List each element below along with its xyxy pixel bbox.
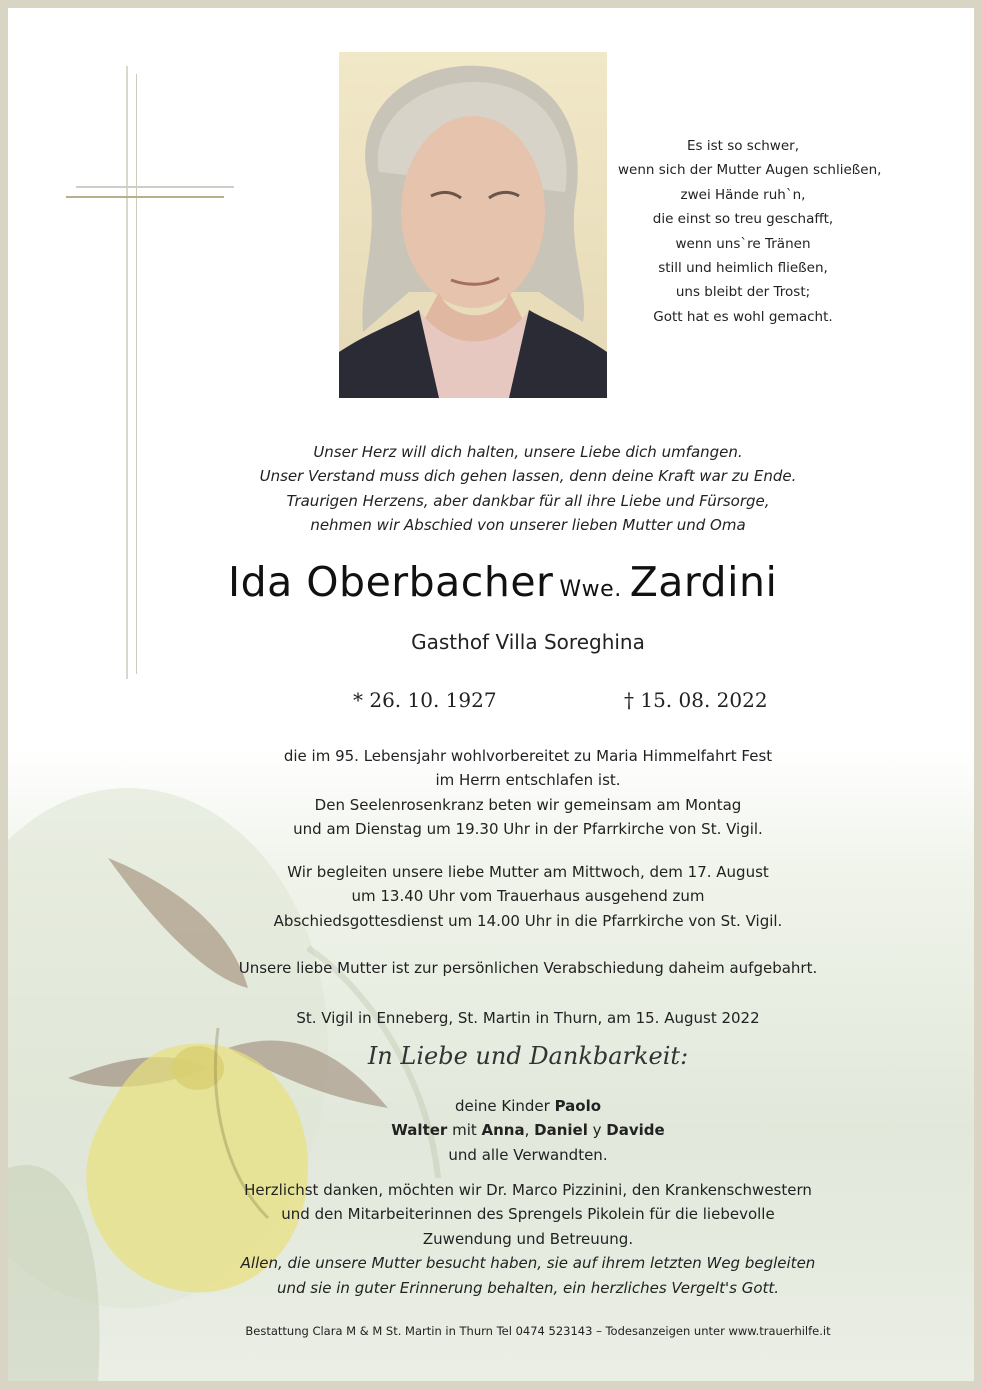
intro-text <box>228 440 828 538</box>
family-text: y <box>587 1121 607 1140</box>
family-text: deine Kinder <box>454 1097 555 1115</box>
poem <box>618 134 882 329</box>
thanks-line-italic: Allen, die unsere Mutter besucht haben, sie auf ihrem letzten Weg begleiten <box>240 1254 816 1273</box>
name-widow-marker: Wwe. <box>559 577 622 602</box>
body-line: im Herrn entschlafen ist. <box>435 771 621 790</box>
name-first: Ida Oberbacher <box>228 558 554 606</box>
family-line-2 <box>218 1118 838 1142</box>
family-text: , <box>524 1121 535 1140</box>
body-text-3: Unsere liebe Mutter ist zur persönlichen Verabschiedung daheim aufgebahrt. <box>238 959 818 977</box>
family-name: Anna <box>481 1121 525 1140</box>
poem-line: uns bleibt der Trost; <box>675 284 811 301</box>
family-list <box>218 1094 838 1167</box>
birth-date: * 26. 10. 1927 <box>353 688 497 712</box>
portrait-photo <box>339 52 607 398</box>
cross-vertical-line <box>126 66 128 679</box>
poem-line: zwei Hände ruh`n, <box>680 186 806 203</box>
thanks-text <box>218 1178 838 1300</box>
thanks-line-italic: und sie in guter Erinnerung behalten, ein herzliches Vergelt's Gott. <box>276 1278 780 1297</box>
body-line: Den Seelenrosenkranz beten wir gemeinsam am Montag <box>314 795 742 814</box>
body-text-2 <box>218 860 838 933</box>
footer: Bestattung Clara M & M St. Martin in Thurn Tel 0474 523143 – Todesanzeigen unter www.trauerhilfe.it <box>245 1324 831 1338</box>
place-date: St. Vigil in Enneberg, St. Martin in Thurn, am 15. August 2022 <box>296 1009 760 1027</box>
obituary-page <box>8 8 974 1381</box>
family-text: mit <box>447 1121 482 1140</box>
body-line: die im 95. Lebensjahr wohlvorbereitet zu Maria Himmelfahrt Fest <box>283 747 773 765</box>
thanks-line: Herzlichst danken, möchten wir Dr. Marco Pizzinini, den Krankenschwestern <box>244 1181 812 1199</box>
family-line-3: und alle Verwandten. <box>448 1145 608 1164</box>
thanks-line: Zuwendung und Betreuung. <box>422 1229 634 1248</box>
family-name: Paolo <box>554 1097 602 1115</box>
cross-vertical-line-2 <box>136 74 137 674</box>
family-line-1 <box>218 1094 838 1118</box>
deceased-name <box>228 558 914 606</box>
poem-line: Es ist so schwer, <box>686 138 799 154</box>
body-line: um 13.40 Uhr vom Trauerhaus ausgehend zum <box>351 887 705 906</box>
intro-line: Traurigen Herzens, aber dankbar für all ihre Liebe und Fürsorge, <box>286 491 770 510</box>
intro-line: Unser Herz will dich halten, unsere Liebe dich umfangen. <box>313 443 743 461</box>
body-line: und am Dienstag um 19.30 Uhr in der Pfarrkirche von St. Vigil. <box>293 820 763 839</box>
subtitle: Gasthof Villa Soreghina <box>411 630 645 654</box>
poem-line: wenn uns`re Tränen <box>675 235 811 252</box>
thanks-line: und den Mitarbeiterinnen des Sprengels Pikolein für die liebevolle <box>281 1205 775 1224</box>
cross-horizontal-line <box>76 186 234 188</box>
body-line: Wir begleiten unsere liebe Mutter am Mittwoch, dem 17. August <box>287 863 769 881</box>
poem-line: Gott hat es wohl gemacht. <box>653 308 833 325</box>
family-name: Davide <box>606 1121 665 1140</box>
dank-heading: In Liebe und Dankbarkeit: <box>367 1042 689 1070</box>
body-line: Abschiedsgottesdienst um 14.00 Uhr in die Pfarrkirche von St. Vigil. <box>273 911 783 930</box>
body-text-1 <box>218 744 838 842</box>
poem-line: die einst so treu geschafft, <box>652 211 834 228</box>
poem-line: still und heimlich fließen, <box>658 260 828 277</box>
cross-horizontal-line-2 <box>66 196 224 198</box>
death-date: † 15. 08. 2022 <box>624 688 768 712</box>
intro-line: nehmen wir Abschied von unserer lieben Mutter und Oma <box>310 516 746 535</box>
poem-line: wenn sich der Mutter Augen schließen, <box>618 162 882 179</box>
name-last: Zardini <box>629 558 778 606</box>
family-name: Daniel <box>534 1121 588 1140</box>
family-name: Walter <box>391 1121 448 1140</box>
intro-line: Unser Verstand muss dich gehen lassen, denn deine Kraft war zu Ende. <box>259 467 797 486</box>
